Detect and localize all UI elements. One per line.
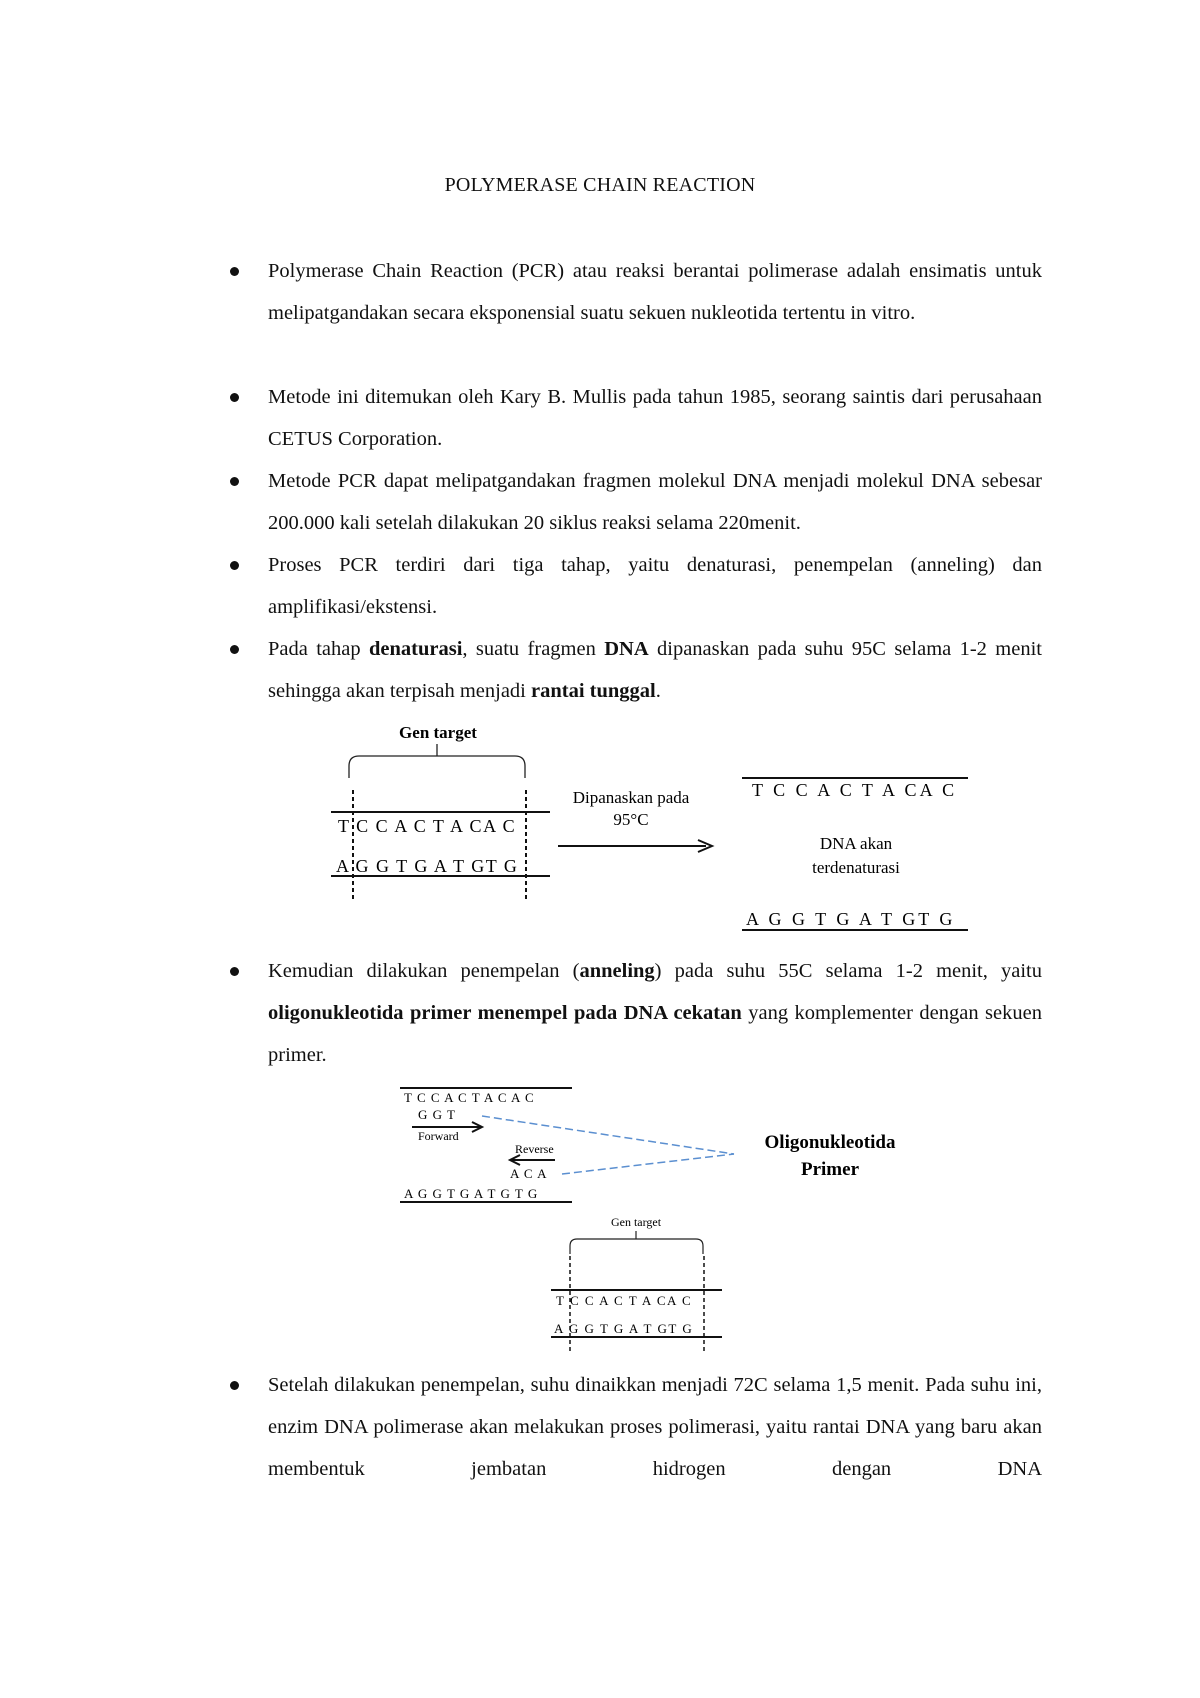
primer-label-line2: Primer bbox=[800, 1159, 860, 1180]
f2-bottom-seq: A G G T G A T G T G bbox=[404, 1186, 539, 1201]
pointer-line-reverse bbox=[562, 1154, 734, 1174]
page-title: POLYMERASE CHAIN REACTION bbox=[444, 174, 756, 196]
text-run: , suatu fragmen bbox=[462, 638, 605, 660]
bold-term-rantai-tunggal: rantai tunggal bbox=[531, 680, 656, 702]
f2-small-top-seq: T C C A C T A CA C bbox=[556, 1293, 693, 1308]
arrow-label-line2: 95°C bbox=[613, 810, 649, 829]
bold-term-anneling: anneling bbox=[579, 960, 655, 982]
f2-top-seq: T C C A C T A C A C bbox=[404, 1090, 535, 1105]
bullet-extension: Setelah dilakukan penempelan, suhu dinaikkan menjadi 72C selama 1,5 menit. Pada suhu ini, enzim DNA polimerase akan melakukan proses polimerasi, yaitu rantai DNA yang baru akan membentuk jembatan hidrogen dengan DNA bbox=[268, 1374, 1042, 1480]
text-run: . bbox=[655, 680, 661, 702]
bullet-stages: Proses PCR terdiri dari tiga tahap, yaitu denaturasi, penempelan (anneling) dan amplifikasi/ekstensi. bbox=[268, 554, 1042, 618]
text-run: ) pada suhu 55C selama 1-2 menit, yaitu bbox=[654, 960, 1042, 982]
result-top-seq: T C C A C T A CA C bbox=[752, 780, 958, 800]
reverse-label: Reverse bbox=[515, 1142, 554, 1156]
bold-term-denaturasi: denaturasi bbox=[369, 638, 463, 660]
text-run: Pada tahap bbox=[268, 638, 369, 660]
result-note-line1: DNA akan bbox=[819, 834, 893, 853]
forward-primer-seq: G G T bbox=[418, 1107, 456, 1122]
bullet-discovery: Metode ini ditemukan oleh Kary B. Mullis pada tahun 1985, seorang saintis dari perusahaan CETUS Corporation. bbox=[268, 386, 1042, 450]
primer-label-line1: Oligonukleotida bbox=[764, 1132, 896, 1153]
arrow-label-line1: Dipanaskan pada bbox=[572, 788, 690, 807]
gen-target-label: Gen target bbox=[399, 723, 477, 742]
bold-term-dna: DNA bbox=[604, 638, 649, 660]
bullet-amplification: Metode PCR dapat melipatgandakan fragmen molekul DNA menjadi molekul DNA sebesar 200.000 kali setelah dilakukan 20 siklus reaksi selama 220menit. bbox=[268, 470, 1042, 534]
bold-term-primer: oligonukleotida primer menempel pada DNA cekatan bbox=[268, 1002, 742, 1024]
text-run: dipanaskan pada suhu 95C selama 1-2 menit sehingga akan terpisah menjadi bbox=[268, 638, 1042, 702]
bullet-dot bbox=[230, 1381, 239, 1390]
strand-top-seq: T C C A C T A CA C bbox=[338, 816, 517, 836]
bullet-pcr-definition: Polymerase Chain Reaction (PCR) atau reaksi berantai polimerase adalah ensimatis untuk melipatgandakan secara eksponensial suatu sekuen nukleotida tertentu in vitro. bbox=[268, 260, 1042, 324]
reverse-primer-seq: A C A bbox=[510, 1166, 548, 1181]
f2-small-bottom-seq: A G G T G A T GT G bbox=[554, 1321, 694, 1336]
result-note-line2: terdenaturasi bbox=[812, 858, 900, 877]
strand-bottom-seq: A G G T G A T GT G bbox=[336, 856, 519, 876]
f2-gen-target-bracket bbox=[570, 1231, 703, 1254]
result-bottom-seq: A G G T G A T GT G bbox=[746, 909, 956, 929]
f2-gen-target-label: Gen target bbox=[610, 1215, 662, 1229]
text-run: Kemudian dilakukan penempelan ( bbox=[268, 960, 580, 982]
text-run: yang komplementer dengan sekuen primer. bbox=[268, 1002, 1042, 1066]
forward-label: Forward bbox=[418, 1129, 459, 1143]
